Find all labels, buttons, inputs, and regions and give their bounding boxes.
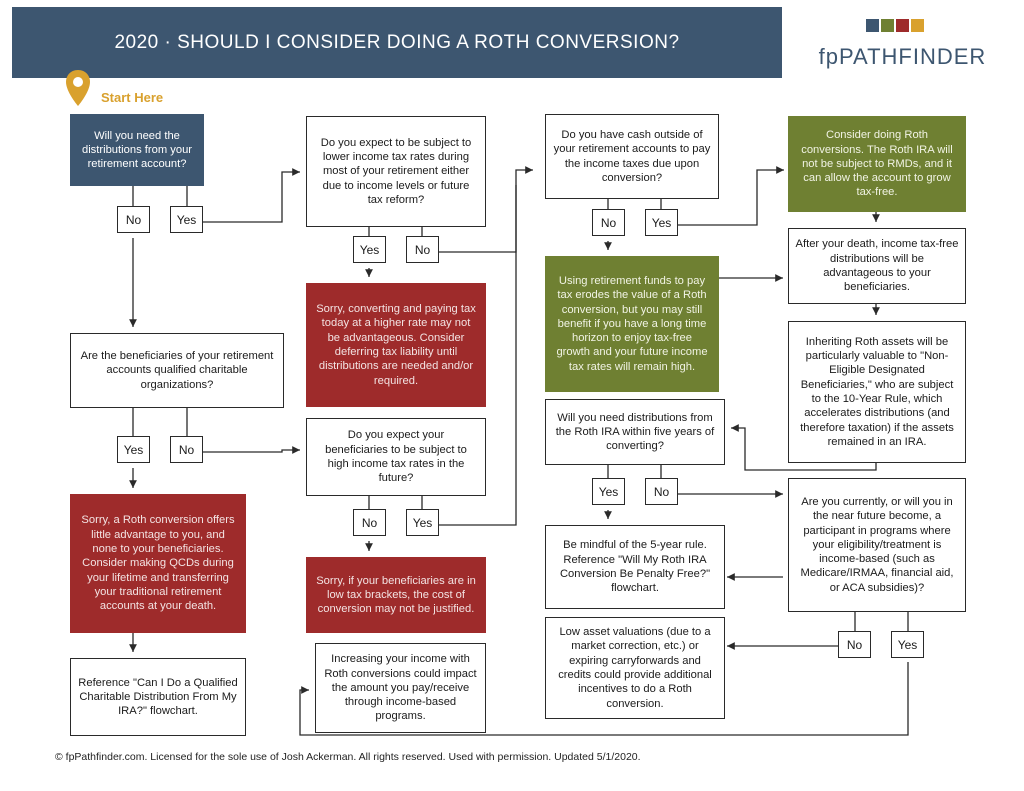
result-higher-rate: Sorry, converting and paying tax today at a higher rate may not be advantageous. Consider deferring tax liability until distributions are needed and/or required.: [306, 283, 486, 407]
copyright-footer: © fpPathfinder.com. Licensed for the sole use of Josh Ackerman. All rights reserved. Used with permission. Updated 5/1/2020.: [55, 751, 641, 763]
answer-yes-lower-tax[interactable]: Yes: [353, 236, 386, 263]
question-beneficiaries-charitable: Are the beneficiaries of your retirement accounts qualified charitable organizations?: [70, 333, 284, 408]
answer-yes-charitable[interactable]: Yes: [117, 436, 150, 463]
answer-yes-five-years[interactable]: Yes: [592, 478, 625, 505]
question-lower-tax-rates: Do you expect to be subject to lower income tax rates during most of your retirement either due to income levels or future tax reform?: [306, 116, 486, 227]
question-need-distributions: Will you need the distributions from your retirement account?: [70, 114, 204, 186]
result-consider-roth-conversion: Consider doing Roth conversions. The Roth IRA will not be subject to RMDs, and it can allow the account to grow tax-free.: [788, 116, 966, 212]
answer-no-lower-tax[interactable]: No: [406, 236, 439, 263]
answer-yes-distributions[interactable]: Yes: [170, 206, 203, 233]
answer-no-income-based[interactable]: No: [838, 631, 871, 658]
page-title: 2020 · SHOULD I CONSIDER DOING A ROTH CONVERSION?: [114, 31, 680, 53]
reference-qcd-flowchart: Reference "Can I Do a Qualified Charitable Distribution From My IRA?" flowchart.: [70, 658, 246, 736]
start-here-label: Start Here: [101, 90, 164, 105]
result-roth-little-advantage: Sorry, a Roth conversion offers little advantage to you, and none to your beneficiaries. Consider making QCDs during your lifetime and transferring your traditional retirement accounts at your death.: [70, 494, 246, 633]
note-inheriting-roth: Inheriting Roth assets will be particularly valuable to "Non-Eligible Designated Beneficiaries," who are subject to the 10-Year Rule, which accelerates distributions (and therefore taxation) if the assets remained in an IRA.: [788, 321, 966, 463]
note-after-death: After your death, income tax-free distributions will be advantageous to your beneficiaries.: [788, 228, 966, 304]
question-cash-outside: Do you have cash outside of your retirement accounts to pay the income taxes due upon conversion?: [545, 114, 719, 199]
answer-no-distributions[interactable]: No: [117, 206, 150, 233]
answer-yes-cash[interactable]: Yes: [645, 209, 678, 236]
answer-no-charitable[interactable]: No: [170, 436, 203, 463]
answer-yes-high-tax[interactable]: Yes: [406, 509, 439, 536]
result-low-tax-brackets: Sorry, if your beneficiaries are in low tax brackets, the cost of conversion may not be justified.: [306, 557, 486, 633]
question-income-based-programs: Are you currently, or will you in the near future become, a participant in programs where your eligibility/treatment is income-based (such as Medicare/IRMAA, financial aid, or ACA subsidies)?: [788, 478, 966, 612]
note-retirement-funds-tax: Using retirement funds to pay tax erodes the value of a Roth conversion, but you may still benefit if you have a long time horizon to enjoy tax-free growth and your future income tax rates will remain high.: [545, 256, 719, 392]
answer-yes-income-based[interactable]: Yes: [891, 631, 924, 658]
answer-no-cash[interactable]: No: [592, 209, 625, 236]
note-low-asset-valuations: Low asset valuations (due to a market correction, etc.) or expiring carryforwards and credits could provide additional incentives to do a Roth conversion.: [545, 617, 725, 719]
note-increasing-income: Increasing your income with Roth conversions could impact the amount you pay/receive through income-based programs.: [315, 643, 486, 733]
note-five-year-rule: Be mindful of the 5-year rule. Reference "Will My Roth IRA Conversion Be Penalty Free?" flowchart.: [545, 525, 725, 609]
question-beneficiaries-high-tax: Do you expect your beneficiaries to be subject to high income tax rates in the future?: [306, 418, 486, 496]
answer-no-high-tax[interactable]: No: [353, 509, 386, 536]
question-distributions-five-years: Will you need distributions from the Roth IRA within five years of converting?: [545, 399, 725, 465]
answer-no-five-years[interactable]: No: [645, 478, 678, 505]
brand-logo: fpPATHFINDER: [818, 44, 987, 69]
